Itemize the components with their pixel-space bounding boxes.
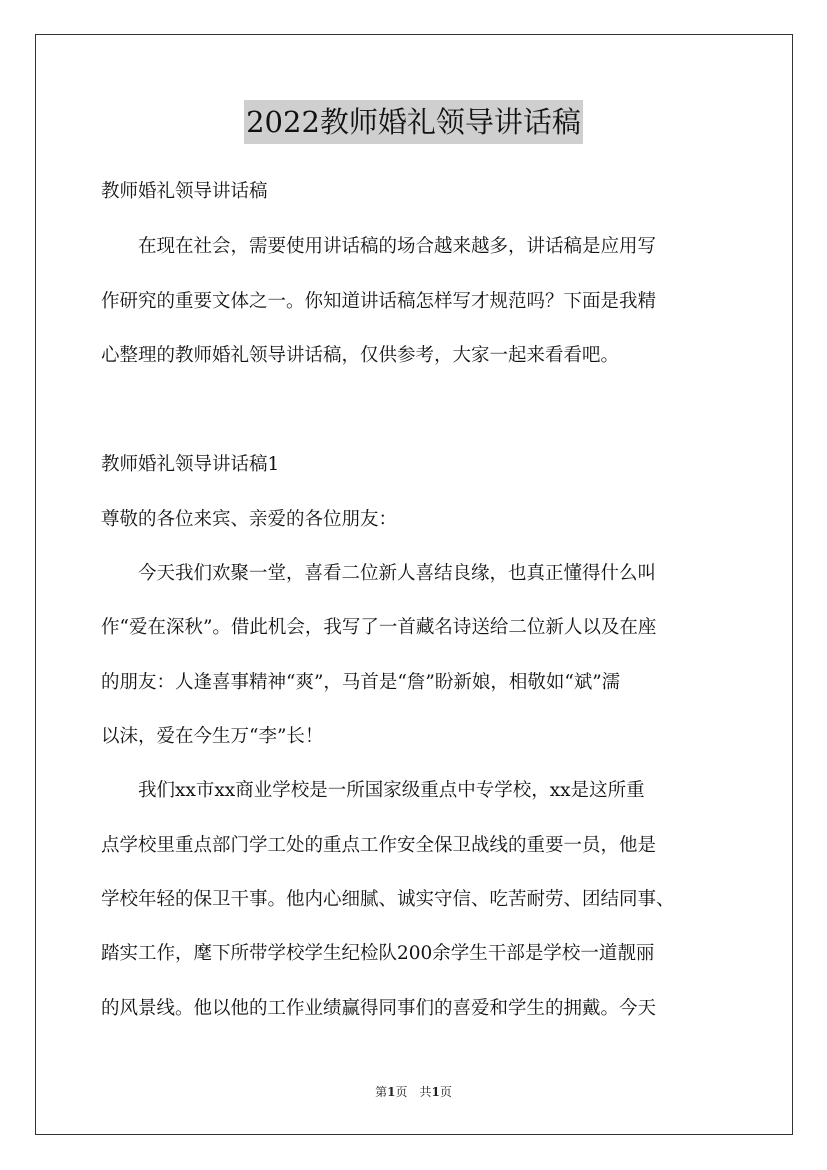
salutation-line: 尊敬的各位来宾、亲爱的各位朋友： [101, 509, 398, 530]
paragraph-line: 作研究的重要文体之一。你知道讲话稿怎样写才规范吗？下面是我精 [101, 291, 657, 312]
paragraph-line: 心整理的教师婚礼领导讲话稿，仅供参考，大家一起来看看吧。 [101, 345, 620, 366]
title-wrap [0, 100, 827, 144]
footer-prefix: 第 [375, 1085, 388, 1099]
paragraph-line: 我们xx市xx商业学校是一所国家级重点中专学校，xx是这所重 [101, 780, 645, 801]
paragraph-line: 的风景线。他以他的工作业绩赢得同事们的喜爱和学生的拥戴。今天 [101, 998, 657, 1019]
footer-mid: 页 共 [395, 1085, 432, 1099]
footer-suffix: 页 [439, 1085, 452, 1099]
paragraph-line: 作“爱在深秋”。借此机会，我写了一首藏名诗送给二位新人以及在座 [101, 617, 657, 638]
paragraph-line: 以沫，爱在今生万“李”长！ [101, 726, 324, 747]
footer-current-page: 1 [387, 1085, 396, 1099]
paragraph-line: 踏实工作，麾下所带学校学生纪检队200余学生干部是学校一道靓丽 [101, 943, 655, 964]
subtitle-line: 教师婚礼领导讲话稿 [101, 181, 268, 202]
paragraph-line: 的朋友：人逢喜事精神“爽”，马首是“詹”盼新娘，相敬如“斌”濡 [101, 672, 621, 693]
footer-total-pages: 1 [431, 1085, 440, 1099]
section-heading: 教师婚礼领导讲话稿1 [101, 454, 280, 475]
paragraph-line: 在现在社会，需要使用讲话稿的场合越来越多，讲话稿是应用写 [101, 236, 657, 257]
document-title: 2022教师婚礼领导讲话稿 [244, 100, 583, 144]
paragraph-line: 点学校里重点部门学工处的重点工作安全保卫战线的重要一员，他是 [101, 835, 657, 856]
paragraph-line: 学校年轻的保卫干事。他内心细腻、诚实守信、吃苦耐劳、团结同事、 [101, 889, 675, 910]
page-footer [0, 1084, 827, 1100]
paragraph-line: 今天我们欢聚一堂，喜看二位新人喜结良缘，也真正懂得什么叫 [101, 563, 657, 584]
